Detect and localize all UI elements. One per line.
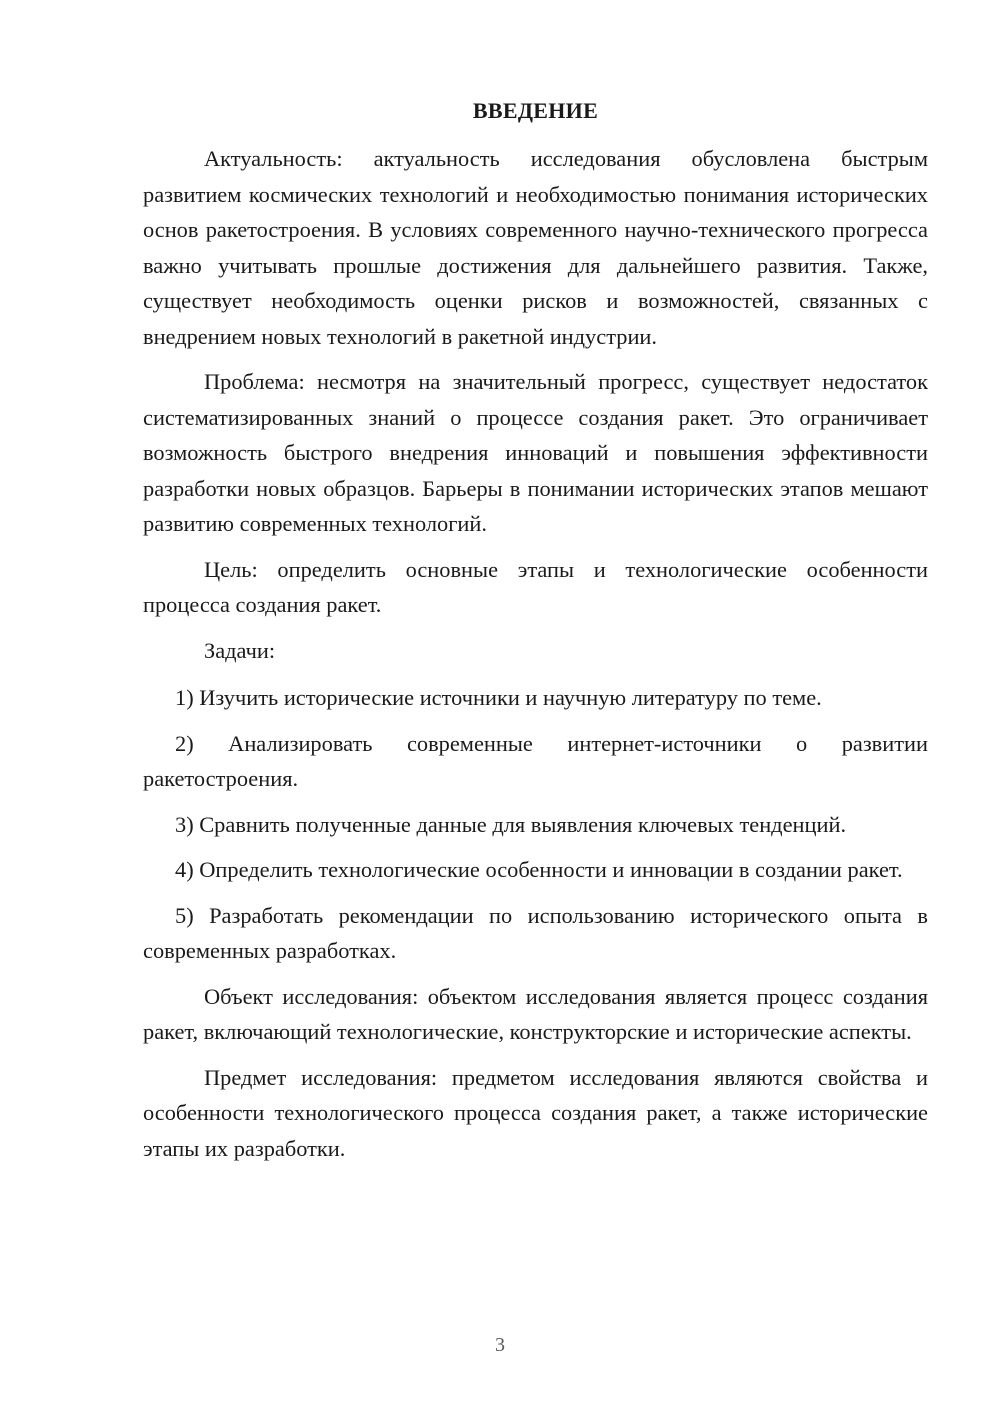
paragraph-relevance: Актуальность: актуальность исследования обусловлена быстрым развитием космических технологий и необходимостью понимания исторических основ ракетостроения. В условиях современного научно-технического прогресса важно учитывать прошлые достижения для дальнейшего развития. Также, существует необходимость оценки рисков и возможностей, связанных с внедрением новых технологий в ракетной индустрии. — [143, 146, 928, 349]
page-number: 3 — [495, 1334, 505, 1356]
task-item-1: 1) Изучить исторические источники и научную литературу по теме. — [175, 685, 822, 710]
tasks-heading: Задачи: — [204, 637, 276, 663]
task-item-3: 3) Сравнить полученные данные для выявления ключевых тенденций. — [175, 811, 847, 837]
paragraph-problem: Проблема: несмотря на значительный прогресс, существует недостаток систематизированных знаний о процессе создания ракет. Это ограничивает возможность быстрого внедрения инноваций и повышения эффективности разработки новых образцов. Барьеры в понимании исторических этапов мешают развитию современных технологий. — [143, 369, 928, 536]
page-content — [143, 93, 928, 1176]
task-item-5: 5) Разработать рекомендации по использованию исторического опыта в современных разработках. — [143, 902, 928, 963]
task-item-4: 4) Определить технологические особенности и инновации в создании ракет. — [175, 857, 903, 882]
page-title: ВВЕДЕНИЕ — [472, 98, 599, 123]
paragraph-goal: Цель: определить основные этапы и технологические особенности процесса создания ракет. — [143, 556, 928, 617]
task-item-2: 2) Анализировать современные интернет-источники о развитии ракетостроения. — [143, 730, 928, 791]
paragraph-subject: Предмет исследования: предметом исследования являются свойства и особенности технологического процесса создания ракет, а также исторические этапы их разработки. — [143, 1064, 928, 1161]
paragraph-object: Объект исследования: объектом исследования является процесс создания ракет, включающий технологические, конструкторские и исторические аспекты. — [143, 983, 928, 1044]
